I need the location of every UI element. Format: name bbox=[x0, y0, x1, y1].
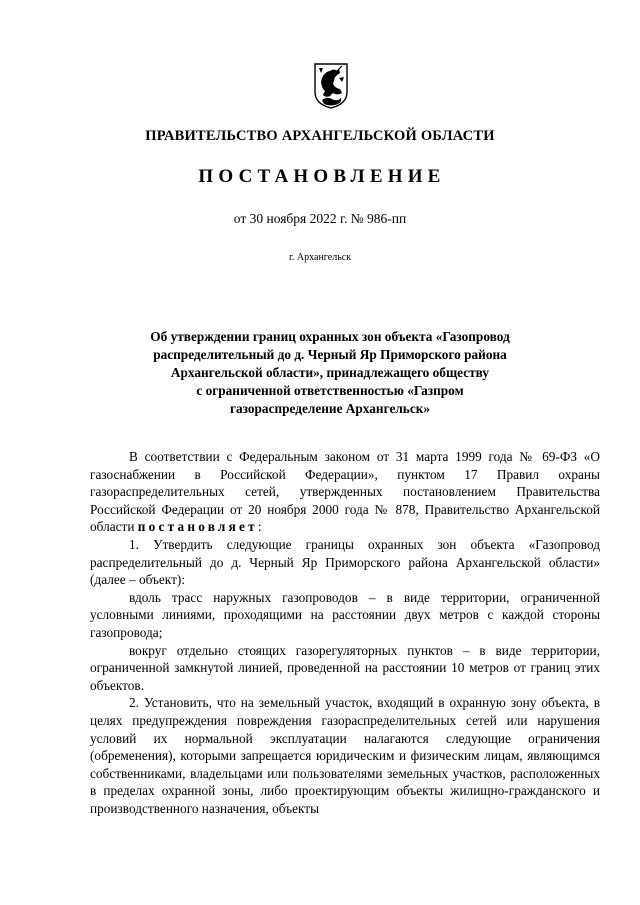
arkhangelsk-coat-of-arms-icon bbox=[313, 62, 349, 110]
document-body bbox=[90, 448, 600, 817]
document-date-number: от 30 ноября 2022 г. № 986-пп bbox=[233, 211, 407, 226]
item-1a-paragraph: вдоль трасс наружных газопроводов – в виде территории, ограниченной условными линиями, проходящими на расстоянии двух метров с каждой стороны газопровода; bbox=[90, 589, 600, 640]
government-name: ПРАВИТЕЛЬСТВО АРХАНГЕЛЬСКОЙ ОБЛАСТИ bbox=[145, 128, 495, 144]
subject-line: Архангельской области», принадлежащего обществу bbox=[170, 365, 490, 380]
preamble-text: В соответствии с Федеральным законом от 31 марта 1999 года № 69-ФЗ «О газоснабжении в Российской Федерации», пунктом 17 Правил охраны газораспределительных сетей, утвержденных постановлением Правительства Российской Федерации от 20 ноября 2000 года № 878, Правительство Архангельской области bbox=[90, 449, 600, 535]
document-subject bbox=[90, 328, 570, 418]
subject-line: распределительный до д. Черный Яр Приморского района bbox=[153, 347, 507, 362]
item-1b-paragraph: вокруг отдельно стоящих газорегуляторных пунктов – в виде территории, ограниченной замкнутой линией, проведенной на расстоянии 10 метров от границ этих объектов. bbox=[90, 642, 600, 693]
item-1-paragraph: 1. Утвердить следующие границы охранных зон объекта «Газопровод распределительный до д. Черный Яр Приморского района Архангельской области» (далее – объект): bbox=[90, 536, 600, 588]
subject-line: Об утверждении границ охранных зон объекта «Газопровод bbox=[150, 329, 510, 344]
document-type: ПОСТАНОВЛЕНИЕ bbox=[198, 166, 446, 187]
document-place: г. Архангельск bbox=[288, 252, 352, 263]
decree-word: постановляет bbox=[137, 519, 258, 535]
subject-line: с ограниченной ответственностью «Газпром bbox=[196, 383, 464, 398]
item-2-paragraph: 2. Установить, что на земельный участок, входящий в охранную зону объекта, в целях предупреждения повреждения газораспределительных сетей или нарушения условий их нормальной эксплуатации налагаются следующие ограничения (обременения), которыми запрещается юридическим и физическим лицам, являющимся собственниками, владельцами или пользователями земельных участков, расположенных в пределах охранной зоны, либо проектирующим объекты жилищно-гражданского и производственного назначения, объекты bbox=[90, 695, 600, 816]
preamble-paragraph bbox=[90, 448, 600, 536]
subject-line: газораспределение Архангельск» bbox=[229, 401, 431, 416]
decree-colon: : bbox=[257, 519, 262, 535]
